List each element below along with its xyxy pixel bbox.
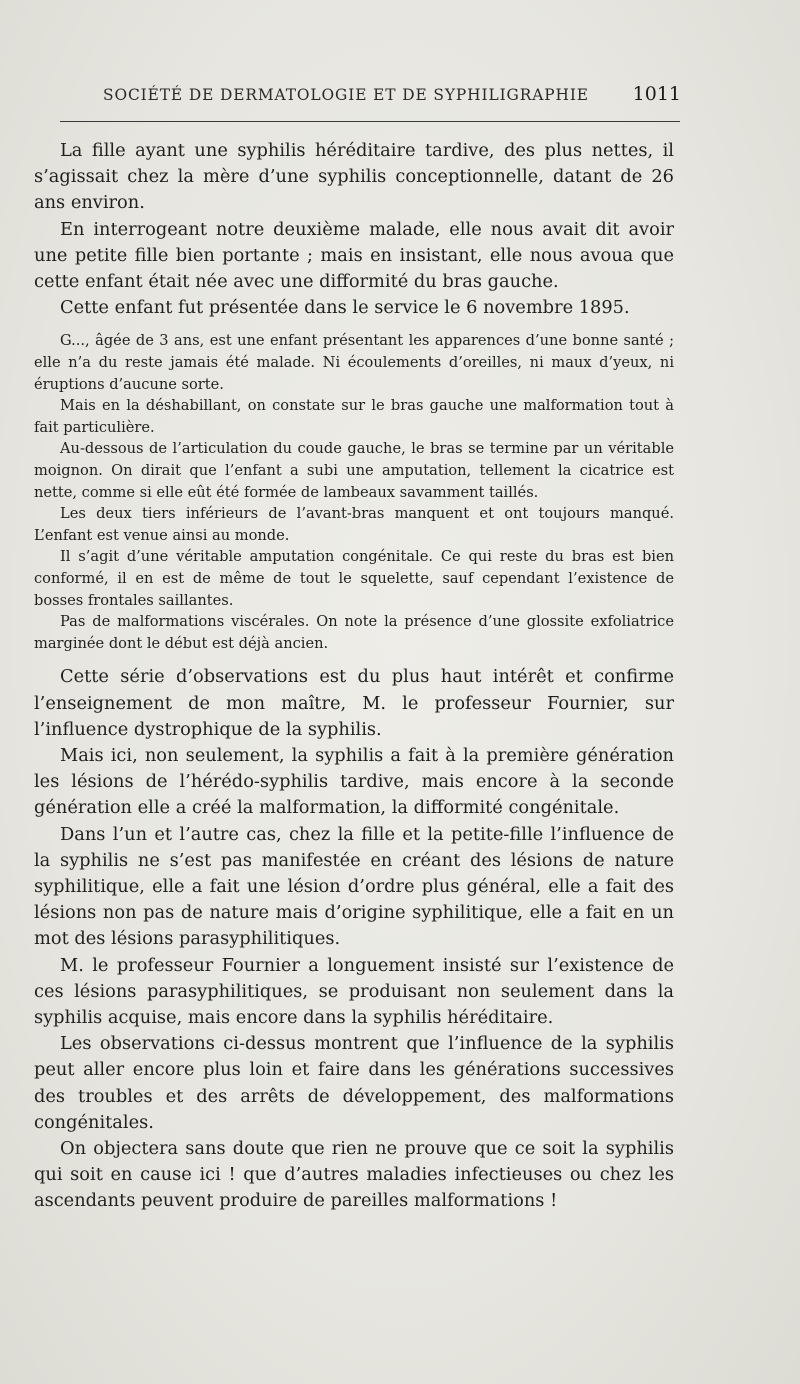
- case-paragraph: Il s’agit d’une véritable amputation congénitale. Ce qui reste du bras est bien conformé, il en est de même de tout le squelette, sauf cependant l’existence de bosses frontales saillantes.: [34, 548, 674, 609]
- running-head: SOCIÉTÉ DE DERMATOLOGIE ET DE SYPHILIGRAPHIE: [103, 86, 589, 104]
- case-paragraph: Mais en la déshabillant, on constate sur le bras gauche une malformation tout à fait particulière.: [34, 397, 674, 436]
- page-header: [103, 84, 681, 110]
- page-body: [34, 138, 674, 1215]
- page-number: 1011: [632, 83, 681, 105]
- paragraph: Cette série d’observations est du plus haut intérêt et confirme l’enseignement de mon maître, M. le professeur Fournier, sur l’influence dystrophique de la syphilis.: [34, 666, 674, 740]
- conclusion-section: [34, 664, 674, 1214]
- paragraph: Cette enfant fut présentée dans le service le 6 novembre 1895.: [60, 297, 630, 319]
- paragraph: On objectera sans doute que rien ne prouve que ce soit la syphilis qui soit en cause ici ! que d’autres maladies infectieuses ou chez les ascendants peuvent produire de pareilles malformations !: [34, 1137, 674, 1212]
- case-paragraph: Les deux tiers inférieurs de l’avant-bras manquent et ont toujours manqué. L’enfant est venue ainsi au monde.: [34, 505, 674, 544]
- case-paragraph: G..., âgée de 3 ans, est une enfant présentant les apparences d’une bonne santé ; elle n’a du reste jamais été malade. Ni écoulements d’oreilles, ni maux d’yeux, ni éruptions d’aucune sorte.: [34, 332, 674, 393]
- paragraph: La fille ayant une syphilis héréditaire tardive, des plus nettes, il s’agissait chez la mère d’une syphilis conceptionnelle, datant de 26 ans environ.: [34, 140, 674, 214]
- intro-section: [34, 138, 674, 321]
- paragraph: Les observations ci-dessus montrent que l’influence de la syphilis peut aller encore plus loin et faire dans les générations successives des troubles et des arrêts de développement, des malformations congénitales.: [34, 1033, 674, 1133]
- header-rule: [60, 121, 680, 122]
- paragraph: En interrogeant notre deuxième malade, elle nous avait dit avoir une petite fille bien portante ; mais en insistant, elle nous avoua que cette enfant était née avec une difformité du bras gauche.: [34, 218, 674, 293]
- paragraph: M. le professeur Fournier a longuement insisté sur l’existence de ces lésions parasyphilitiques, se produisant non seulement dans la syphilis acquise, mais encore dans la syphilis héréditaire.: [34, 954, 674, 1028]
- case-paragraph: Pas de malformations viscérales. On note la présence d’une glossite exfoliatrice marginée dont le début est déjà ancien.: [34, 613, 674, 652]
- case-observation: [34, 330, 674, 654]
- paragraph: Dans l’un et l’autre cas, chez la fille et la petite-fille l’influence de la syphilis ne s’est pas manifestée en créant des lésions de nature syphilitique, elle a fait une lésion d’ordre plus général, elle a fait des lésions non pas de nature mais d’origine syphilitique, elle a fait en un mot des lésions parasyphilitiques.: [34, 823, 674, 950]
- case-paragraph: Au-dessous de l’articulation du coude gauche, le bras se termine par un véritable moignon. On dirait que l’enfant a subi une amputation, tellement la cicatrice est nette, comme si elle eût été formée de lambeaux savamment taillés.: [34, 440, 674, 501]
- paragraph: Mais ici, non seulement, la syphilis a fait à la première génération les lésions de l’hérédo-syphilis tardive, mais encore à la seconde génération elle a créé la malformation, la difformité congénitale.: [34, 744, 674, 819]
